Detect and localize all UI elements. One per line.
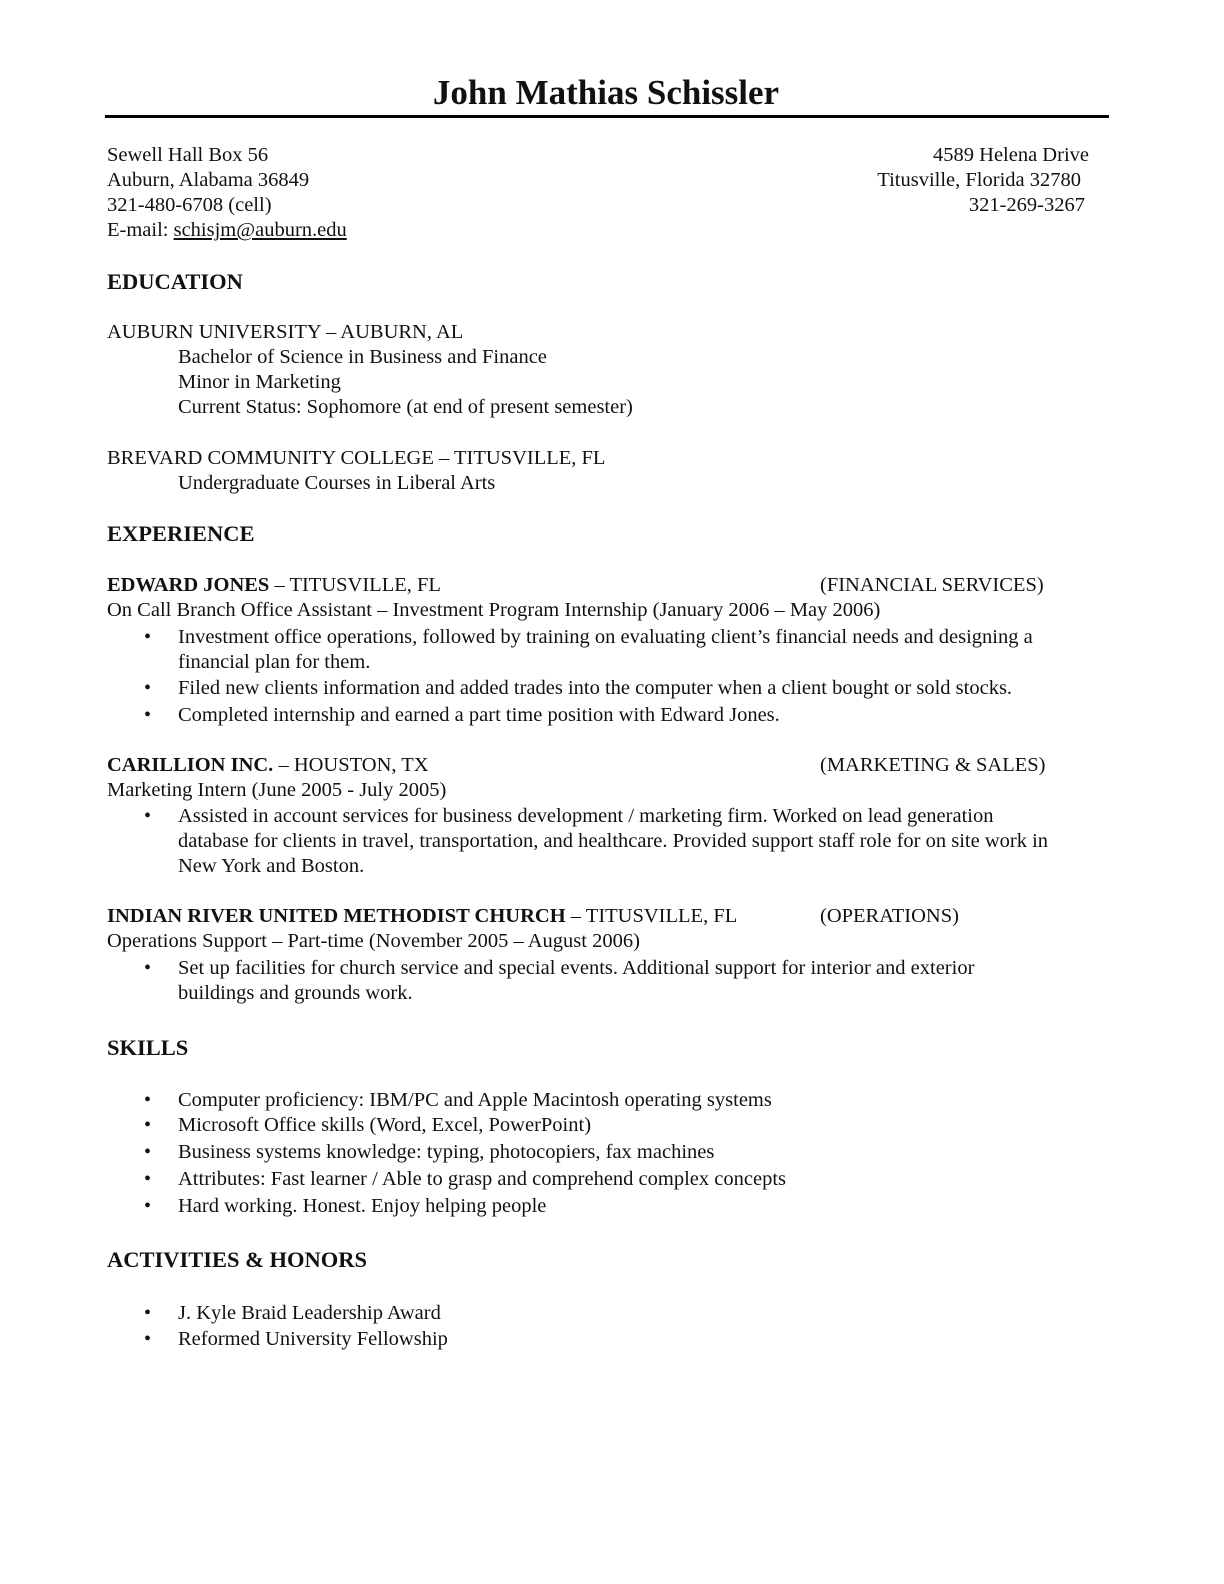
skill-item: Microsoft Office skills (Word, Excel, PowerPoint)	[178, 1114, 592, 1136]
school-name: AUBURN UNIVERSITY – AUBURN, AL	[107, 321, 464, 343]
school-name: BREVARD COMMUNITY COLLEGE – TITUSVILLE, FL	[107, 447, 606, 469]
address-line: Sewell Hall Box 56	[107, 144, 269, 166]
section-heading-activities: ACTIVITIES & HONORS	[107, 1247, 368, 1272]
job-category: (MARKETING & SALES)	[820, 754, 1046, 776]
degree-detail: Bachelor of Science in Business and Finance	[178, 346, 547, 368]
bullet-icon: •	[144, 704, 152, 726]
bullet-icon: •	[144, 957, 152, 979]
employer-location: – TITUSVILLE, FL	[269, 574, 441, 596]
bullet-icon: •	[144, 1302, 152, 1324]
bullet-icon: •	[144, 1168, 152, 1190]
job-header	[107, 573, 441, 598]
degree-detail: Current Status: Sophomore (at end of present semester)	[178, 396, 633, 418]
email-link[interactable]: schisjm@auburn.edu	[173, 219, 347, 241]
bullet-icon: •	[144, 626, 152, 648]
activity-item: Reformed University Fellowship	[178, 1328, 448, 1350]
job-bullet-text: Filed new clients information and added trades into the computer when a client bought or sold stocks.	[178, 677, 1013, 699]
home-phone: 321-269-3267	[968, 194, 1085, 216]
job-category: (OPERATIONS)	[820, 905, 959, 927]
employer-location: – TITUSVILLE, FL	[565, 905, 738, 927]
job-title: Marketing Intern (June 2005 - July 2005)	[107, 779, 447, 801]
home-address-line: Titusville, Florida 32780	[877, 169, 1081, 191]
job-header	[107, 753, 429, 778]
bullet-icon: •	[144, 677, 152, 699]
email-label: E-mail:	[107, 219, 174, 241]
job-header	[107, 904, 737, 929]
bullet-icon: •	[144, 1195, 152, 1217]
skill-item: Computer proficiency: IBM/PC and Apple Macintosh operating systems	[178, 1089, 772, 1111]
bullet-icon: •	[144, 1114, 152, 1136]
cell-phone: 321-480-6708 (cell)	[107, 194, 272, 216]
bullet-icon: •	[144, 1089, 152, 1111]
skill-item: Hard working. Honest. Enjoy helping people	[178, 1195, 547, 1217]
job-title: Operations Support – Part-time (November 2005 – August 2006)	[107, 930, 640, 952]
employer-name: INDIAN RIVER UNITED METHODIST CHURCH	[107, 905, 566, 927]
bullet-icon: •	[144, 1141, 152, 1163]
skill-item: Business systems knowledge: typing, photocopiers, fax machines	[178, 1141, 715, 1163]
job-bullet-text: Assisted in account services for business development / marketing firm. Worked on lead generation	[178, 805, 994, 827]
header-divider	[105, 115, 1109, 118]
email-line	[107, 218, 347, 243]
home-address-line: 4589 Helena Drive	[933, 144, 1089, 166]
job-bullet-text: Investment office operations, followed by training on evaluating client’s financial needs and designing a	[178, 626, 1033, 648]
job-bullet-text: Completed internship and earned a part time position with Edward Jones.	[178, 704, 780, 726]
address-line: Auburn, Alabama 36849	[107, 169, 310, 191]
job-title: On Call Branch Office Assistant – Investment Program Internship (January 2006 – May 2006)	[107, 599, 881, 621]
job-bullet-text: database for clients in travel, transportation, and healthcare. Provided support staff role for on site work in	[178, 830, 1049, 852]
job-bullet-text: New York and Boston.	[178, 855, 365, 877]
section-heading-skills: SKILLS	[107, 1035, 189, 1060]
job-bullet-text: Set up facilities for church service and special events. Additional support for interior and exterior	[178, 957, 975, 979]
skill-item: Attributes: Fast learner / Able to grasp and comprehend complex concepts	[178, 1168, 786, 1190]
employer-name: EDWARD JONES	[107, 574, 270, 596]
section-heading-experience: EXPERIENCE	[107, 521, 255, 546]
activity-item: J. Kyle Braid Leadership Award	[178, 1302, 441, 1324]
degree-detail: Undergraduate Courses in Liberal Arts	[178, 472, 496, 494]
job-category: (FINANCIAL SERVICES)	[820, 574, 1044, 596]
bullet-icon: •	[144, 805, 152, 827]
degree-detail: Minor in Marketing	[178, 371, 341, 393]
bullet-icon: •	[144, 1328, 152, 1350]
employer-location: – HOUSTON, TX	[273, 754, 429, 776]
job-bullet-text: buildings and grounds work.	[178, 982, 413, 1004]
employer-name: CARILLION INC.	[107, 754, 274, 776]
job-bullet-text: financial plan for them.	[178, 651, 371, 673]
resume-name: John Mathias Schissler	[432, 73, 780, 112]
section-heading-education: EDUCATION	[107, 269, 243, 294]
